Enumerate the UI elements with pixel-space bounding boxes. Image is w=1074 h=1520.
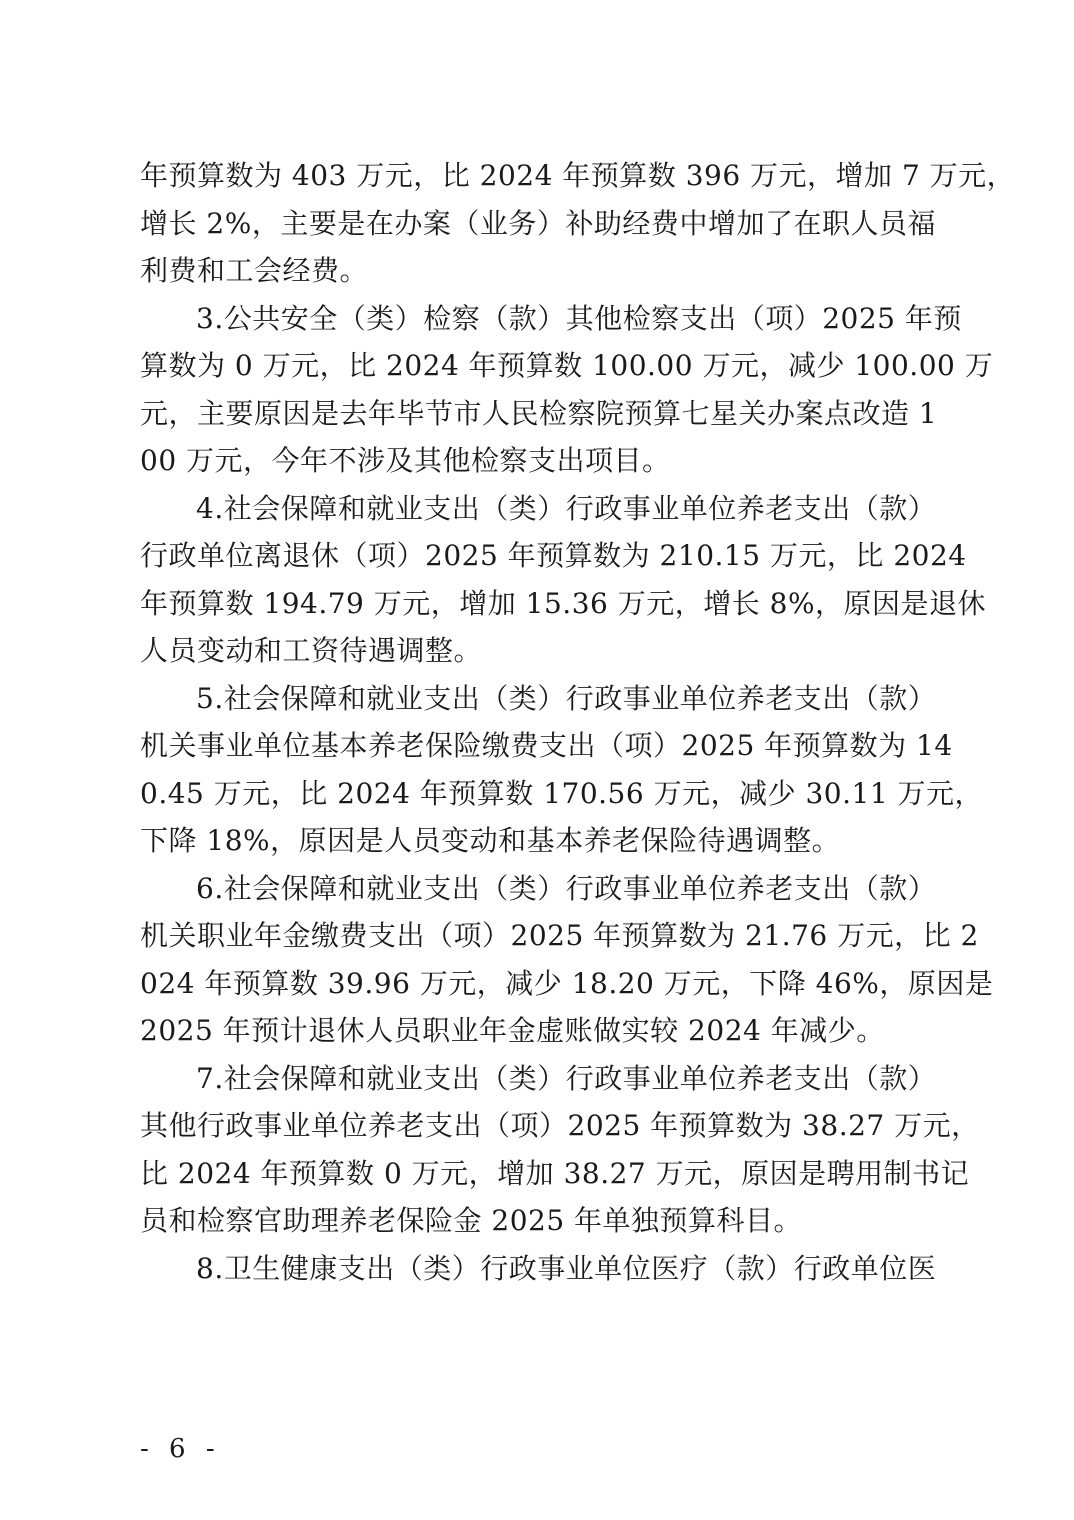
paragraph-item-5: [140, 675, 984, 865]
text-line: 3.公共安全（类）检察（款）其他检察支出（项）2025 年预: [196, 301, 962, 335]
text-line: 5.社会保障和就业支出（类）行政事业单位养老支出（款）: [196, 681, 937, 715]
text-line: 机关职业年金缴费支出（项）2025 年预算数为 21.76 万元，比 2: [140, 919, 979, 952]
text-line: 年预算数 194.79 万元，增加 15.36 万元，增长 8%，原因是退休: [140, 586, 987, 620]
text-line: 机关事业单位基本养老保险缴费支出（项）2025 年预算数为 14: [140, 729, 953, 762]
text-line: 比 2024 年预算数 0 万元，增加 38.27 万元，原因是聘用制书记: [140, 1156, 970, 1190]
text-line: 6.社会保障和就业支出（类）行政事业单位养老支出（款）: [196, 871, 937, 905]
text-line: 024 年预算数 39.96 万元，减少 18.20 万元，下降 46%，原因是: [140, 966, 994, 1000]
document-body: [140, 152, 1016, 1292]
paragraph-item-4: [140, 485, 987, 675]
text-line: 其他行政事业单位养老支出（项）2025 年预算数为 38.27 万元，: [140, 1109, 980, 1142]
text-line: 元，主要原因是去年毕节市人民检察院预算七星关办案点改造 1: [140, 396, 938, 430]
text-line: 行政单位离退休（项）2025 年预算数为 210.15 万元，比 2024: [140, 539, 967, 572]
text-line: 8.卫生健康支出（类）行政事业单位医疗（款）行政单位医: [196, 1251, 937, 1285]
text-line: 7.社会保障和就业支出（类）行政事业单位养老支出（款）: [196, 1061, 937, 1095]
text-line: 员和检察官助理养老保险金 2025 年单独预算科目。: [140, 1204, 803, 1237]
paragraph-continued: [140, 152, 1016, 295]
text-line: 0.45 万元，比 2024 年预算数 170.56 万元，减少 30.11 万元，: [140, 776, 984, 810]
paragraph-item-6: [140, 865, 994, 1055]
text-line: 人员变动和工资待遇调整。: [140, 634, 483, 667]
text-line: 年预算数为 403 万元，比 2024 年预算数 396 万元，增加 7 万元，: [140, 159, 1016, 192]
paragraph-item-7: [140, 1055, 980, 1245]
text-line: 00 万元，今年不涉及其他检察支出项目。: [140, 444, 671, 477]
paragraph-item-8: [140, 1245, 936, 1293]
text-line: 增长 2%，主要是在办案（业务）补助经费中增加了在职人员福: [140, 206, 936, 240]
page-number: - 6 -: [140, 1434, 221, 1464]
text-line: 4.社会保障和就业支出（类）行政事业单位养老支出（款）: [196, 491, 937, 525]
text-line: 利费和工会经费。: [140, 254, 369, 287]
text-line: 算数为 0 万元，比 2024 年预算数 100.00 万元，减少 100.00 万: [140, 349, 994, 382]
text-line: 2025 年预计退休人员职业年金虚账做实较 2024 年减少。: [140, 1014, 885, 1047]
text-line: 下降 18%，原因是人员变动和基本养老保险待遇调整。: [140, 824, 841, 857]
paragraph-item-3: [140, 295, 994, 485]
